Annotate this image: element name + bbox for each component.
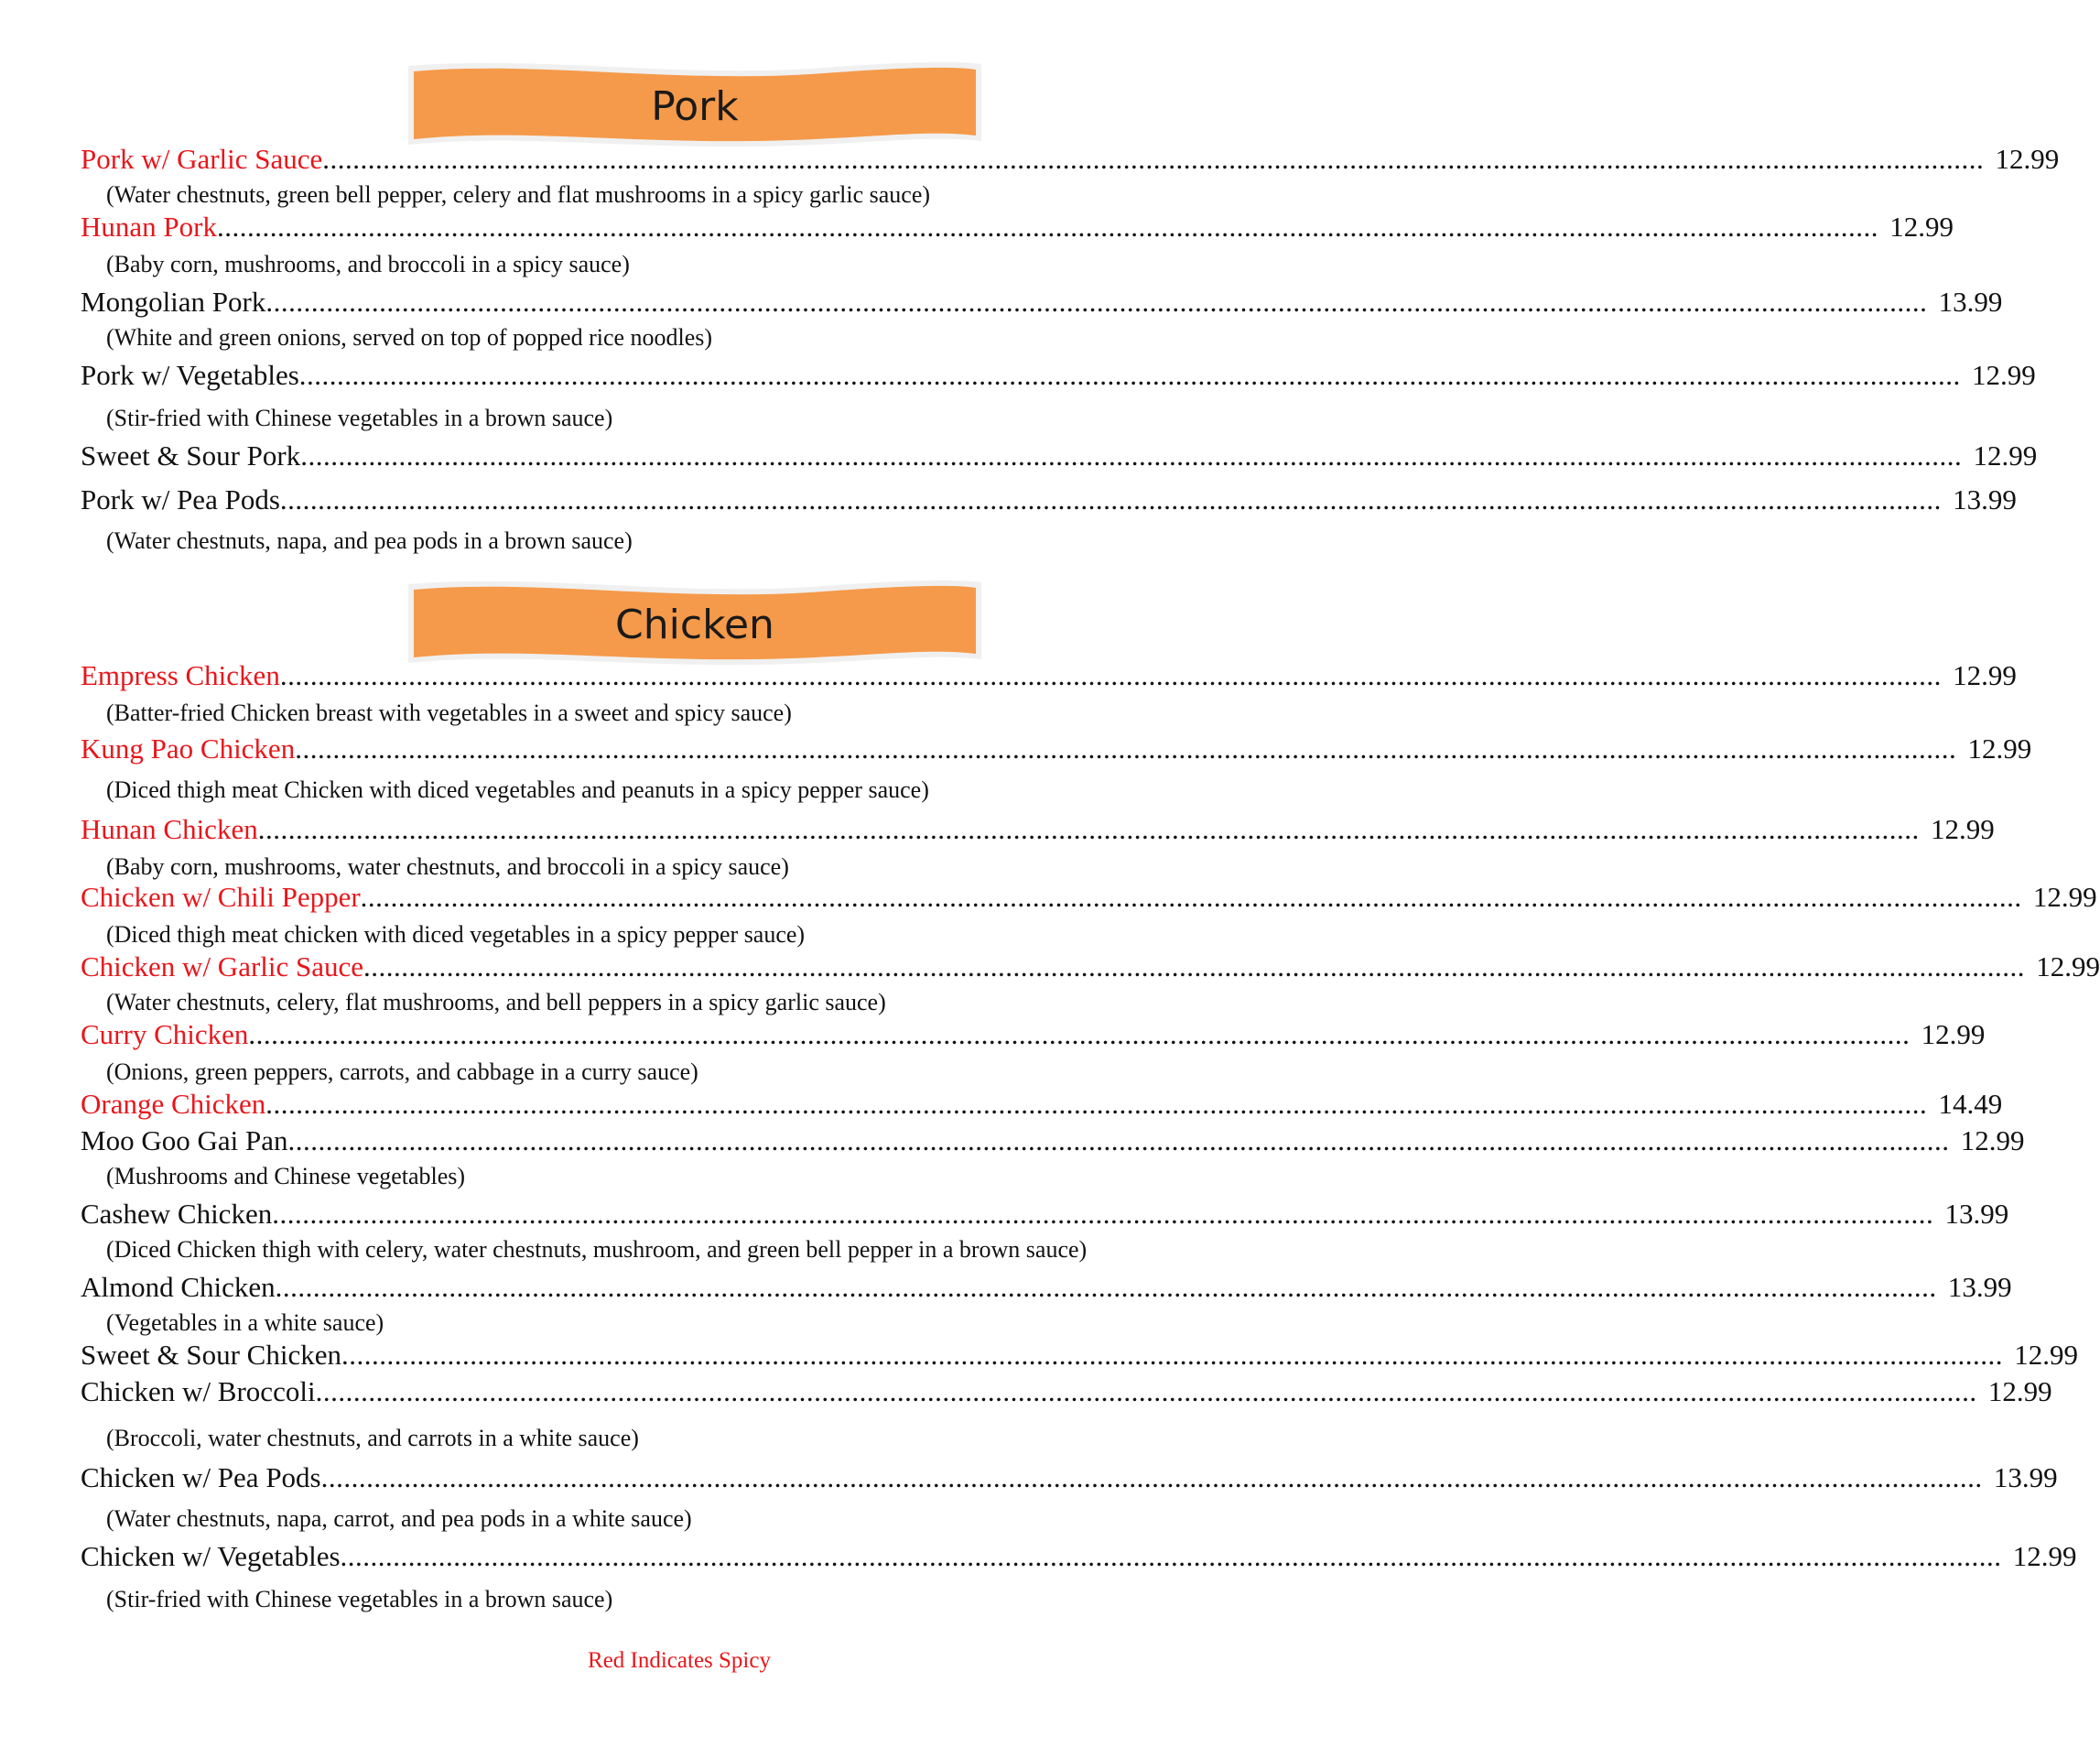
menu-item (81, 438, 2038, 474)
item-name: Sweet & Sour Chicken (81, 1339, 341, 1371)
item-name: Kung Pao Chicken (81, 732, 296, 765)
item-name: Pork w/ Pea Pods (81, 483, 280, 515)
dot-leader: ............................................................................................................................................................................................................................ (360, 881, 2022, 913)
item-description: (Vegetables in a white sauce) (106, 1309, 384, 1336)
item-name: Cashew Chicken (81, 1198, 273, 1230)
item-description: (Diced thigh meat chicken with diced vegetables in a spicy pepper sauce) (106, 921, 806, 948)
item-name: Chicken w/ Broccoli (81, 1375, 316, 1407)
item-description: (Baby corn, mushrooms, and broccoli in a spicy sauce) (106, 251, 630, 277)
item-price: 12.99 (2014, 1339, 2078, 1371)
dot-leader: ............................................................................................................................................................................................................................ (341, 1339, 2003, 1371)
menu-item (81, 482, 2017, 518)
spicy-legend-note: Red Indicates Spicy (588, 1648, 771, 1673)
menu-item (81, 141, 2060, 178)
dot-leader: ............................................................................................................................................................................................................................ (279, 483, 1942, 515)
dot-leader: ............................................................................................................................................................................................................................ (320, 1461, 1983, 1493)
item-name: Hunan Pork (81, 211, 217, 243)
item-description: (Water chestnuts, celery, flat mushrooms, and bell peppers in a spicy garlic sauce) (106, 989, 886, 1015)
item-description: (Onions, green peppers, carrots, and cabbage in a curry sauce) (106, 1058, 698, 1085)
dot-leader: ............................................................................................................................................................................................................................ (363, 950, 2026, 982)
item-description: (Stir-fried with Chinese vegetables in a brown sauce) (106, 1586, 613, 1612)
item-price: 12.99 (1973, 440, 2038, 472)
section-title: Pork (651, 82, 739, 130)
menu-item (81, 1337, 2078, 1373)
item-price: 12.99 (1987, 1375, 2052, 1407)
dot-leader: ............................................................................................................................................................................................................................ (315, 1375, 1977, 1407)
item-description: (Water chestnuts, green bell pepper, celery and flat mushrooms in a spicy garlic sauce) (106, 181, 931, 208)
item-price: 13.99 (1953, 483, 2017, 515)
item-name: Mongolian Pork (81, 286, 266, 318)
chicken-section-banner (403, 575, 987, 670)
dot-leader: ............................................................................................................................................................................................................................ (340, 1540, 2002, 1572)
item-description: (Diced Chicken thigh with celery, water chestnuts, mushroom, and green bell pepper in a brown sauce) (106, 1236, 1088, 1263)
dot-leader: ............................................................................................................................................................................................................................ (275, 1271, 1937, 1303)
item-description: (Water chestnuts, napa, carrot, and pea pods in a white sauce) (106, 1505, 692, 1532)
dot-leader: ............................................................................................................................................................................................................................ (287, 1124, 1950, 1156)
menu-item (81, 284, 2003, 320)
item-price: 14.49 (1938, 1088, 2003, 1120)
item-price: 12.99 (1921, 1018, 1986, 1050)
item-description: (Mushrooms and Chinese vegetables) (106, 1163, 466, 1189)
menu-item (81, 949, 2100, 985)
menu-item (81, 1086, 2003, 1123)
item-name: Sweet & Sour Pork (81, 440, 301, 472)
item-name: Chicken w/ Garlic Sauce (81, 950, 364, 982)
item-price: 12.99 (1953, 659, 2017, 691)
menu-item (81, 731, 2032, 767)
dot-leader: ............................................................................................................................................................................................................................ (322, 143, 1985, 175)
dot-leader: ............................................................................................................................................................................................................................ (265, 286, 1928, 318)
item-name: Moo Goo Gai Pan (81, 1124, 288, 1156)
menu-item (81, 1269, 2012, 1306)
item-price: 12.99 (2032, 881, 2097, 913)
item-description: (Broccoli, water chestnuts, and carrots in a white sauce) (106, 1425, 639, 1451)
menu-item (81, 879, 2097, 916)
dot-leader: ............................................................................................................................................................................................................................ (279, 659, 1942, 691)
item-price: 12.99 (2036, 950, 2100, 982)
menu-item (81, 811, 1995, 848)
item-price: 13.99 (1993, 1461, 2058, 1493)
item-description: (Water chestnuts, napa, and pea pods in a brown sauce) (106, 527, 633, 554)
item-price: 13.99 (1947, 1271, 2012, 1303)
item-description: (White and green onions, served on top of popped rice noodles) (106, 324, 713, 351)
item-name: Hunan Chicken (81, 813, 258, 845)
item-price: 12.99 (1889, 211, 1954, 243)
menu-item (81, 657, 2017, 694)
dot-leader: ............................................................................................................................................................................................................................ (295, 732, 1957, 765)
dot-leader: ............................................................................................................................................................................................................................ (257, 813, 1920, 845)
item-price: 12.99 (1960, 1124, 2025, 1156)
item-description: (Stir-fried with Chinese vegetables in a brown sauce) (106, 405, 613, 431)
item-description: (Baby corn, mushrooms, water chestnuts, and broccoli in a spicy sauce) (106, 853, 789, 880)
item-price: 12.99 (1995, 143, 2060, 175)
item-price: 12.99 (1930, 813, 1995, 845)
item-description: (Batter-fried Chicken breast with vegetables in a sweet and spicy sauce) (106, 700, 792, 726)
menu-item (81, 1016, 1986, 1053)
item-description: (Diced thigh meat Chicken with diced vegetables and peanuts in a spicy pepper sauce) (106, 776, 929, 803)
dot-leader: ............................................................................................................................................................................................................................ (248, 1018, 1911, 1050)
menu-item (81, 1460, 2058, 1496)
item-price: 12.99 (1967, 732, 2032, 765)
section-title: Chicken (615, 601, 774, 648)
item-price: 13.99 (1944, 1198, 2009, 1230)
pork-section-banner (403, 57, 987, 152)
dot-leader: ............................................................................................................................................................................................................................ (216, 211, 1878, 243)
item-name: Almond Chicken (81, 1271, 276, 1303)
item-name: Chicken w/ Pea Pods (81, 1461, 321, 1493)
menu-item (81, 1538, 2077, 1575)
item-name: Empress Chicken (81, 659, 280, 691)
item-price: 13.99 (1938, 286, 2003, 318)
item-price: 12.99 (1972, 359, 2036, 391)
item-name: Curry Chicken (81, 1018, 249, 1050)
item-name: Pork w/ Vegetables (81, 359, 299, 391)
item-name: Orange Chicken (81, 1088, 266, 1120)
dot-leader: ............................................................................................................................................................................................................................ (265, 1088, 1928, 1120)
dot-leader: ............................................................................................................................................................................................................................ (272, 1198, 1934, 1230)
item-name: Chicken w/ Vegetables (81, 1540, 341, 1572)
menu-item (81, 1123, 2025, 1159)
menu-item (81, 357, 2036, 394)
item-price: 12.99 (2012, 1540, 2077, 1572)
dot-leader: ............................................................................................................................................................................................................................ (298, 359, 1961, 391)
item-name: Pork w/ Garlic Sauce (81, 143, 323, 175)
menu-item (81, 1196, 2009, 1232)
menu-item (81, 209, 1954, 245)
dot-leader: ............................................................................................................................................................................................................................ (300, 440, 1963, 472)
item-name: Chicken w/ Chili Pepper (81, 881, 361, 913)
menu-item (81, 1373, 2052, 1410)
